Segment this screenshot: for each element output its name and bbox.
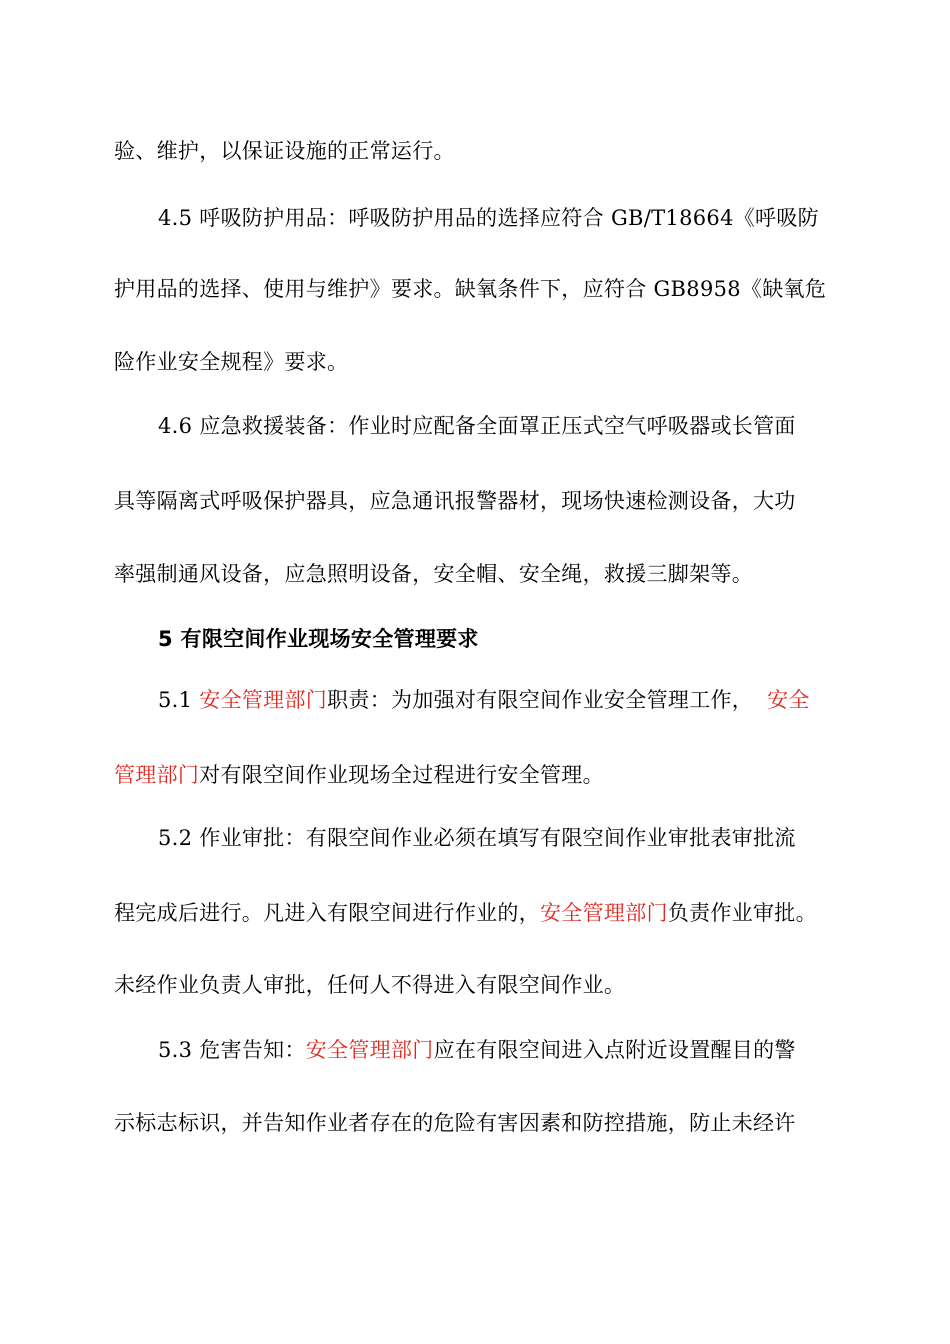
highlighted-term: 安全管理部门 xyxy=(305,1038,434,1062)
paragraph-line xyxy=(158,824,796,852)
section-heading xyxy=(158,625,479,653)
paragraph-line xyxy=(114,1109,796,1137)
paragraph-line xyxy=(114,275,826,303)
text-span: 程完成后进行。凡进入有限空间进行作业的， xyxy=(114,901,540,925)
text-span: 5.1 xyxy=(158,688,200,712)
paragraph-line xyxy=(114,899,817,927)
text-span: 4.5 呼吸防护用品：呼吸防护用品的选择应符合 GB/T18664《呼吸防 xyxy=(158,206,819,230)
highlighted-term: 安全管理部门 xyxy=(540,901,668,925)
text-span: 护用品的选择、使用与维护》要求。缺氧条件下，应符合 GB8958《缺氧危 xyxy=(114,277,827,301)
paragraph-line xyxy=(114,137,455,165)
text-span: 对有限空间作业现场全过程进行安全管理。 xyxy=(199,763,604,787)
paragraph-line xyxy=(114,560,753,588)
highlighted-term: 安全 xyxy=(767,688,810,712)
text-span: 具等隔离式呼吸保护器具，应急通讯报警器材，现场快速检测设备，大功 xyxy=(114,489,796,513)
text-span: 负责作业审批。 xyxy=(667,901,817,925)
text-span: 未经作业负责人审批，任何人不得进入有限空间作业。 xyxy=(114,973,626,997)
paragraph-line xyxy=(114,487,796,515)
highlighted-term: 管理部门 xyxy=(114,763,200,787)
text-span: 示标志标识，并告知作业者存在的危险有害因素和防控措施，防止未经许 xyxy=(114,1111,796,1135)
paragraph-line xyxy=(158,204,819,232)
text-span: 率强制通风设备，应急照明设备，安全帽、安全绳，救援三脚架等。 xyxy=(114,562,753,586)
heading-text: 5 有限空间作业现场安全管理要求 xyxy=(158,627,479,651)
paragraph-line xyxy=(114,971,625,999)
paragraph-line xyxy=(158,412,796,440)
text-span: 验、维护，以保证设施的正常运行。 xyxy=(114,139,455,163)
highlighted-term: 安全管理部门 xyxy=(199,688,328,712)
paragraph-line xyxy=(158,1036,796,1064)
text-span: 险作业安全规程》要求。 xyxy=(114,350,349,374)
paragraph-line xyxy=(158,686,810,714)
text-span: 应在有限空间进入点附近设置醒目的警 xyxy=(433,1038,796,1062)
text-span: 4.6 应急救援装备：作业时应配备全面罩正压式空气呼吸器或长管面 xyxy=(158,414,796,438)
text-span: 5.2 作业审批：有限空间作业必须在填写有限空间作业审批表审批流 xyxy=(158,826,796,850)
text-span: 职责：为加强对有限空间作业安全管理工作， xyxy=(327,688,754,712)
paragraph-line xyxy=(114,348,348,376)
text-span: 5.3 危害告知： xyxy=(158,1038,306,1062)
paragraph-line xyxy=(114,761,604,789)
